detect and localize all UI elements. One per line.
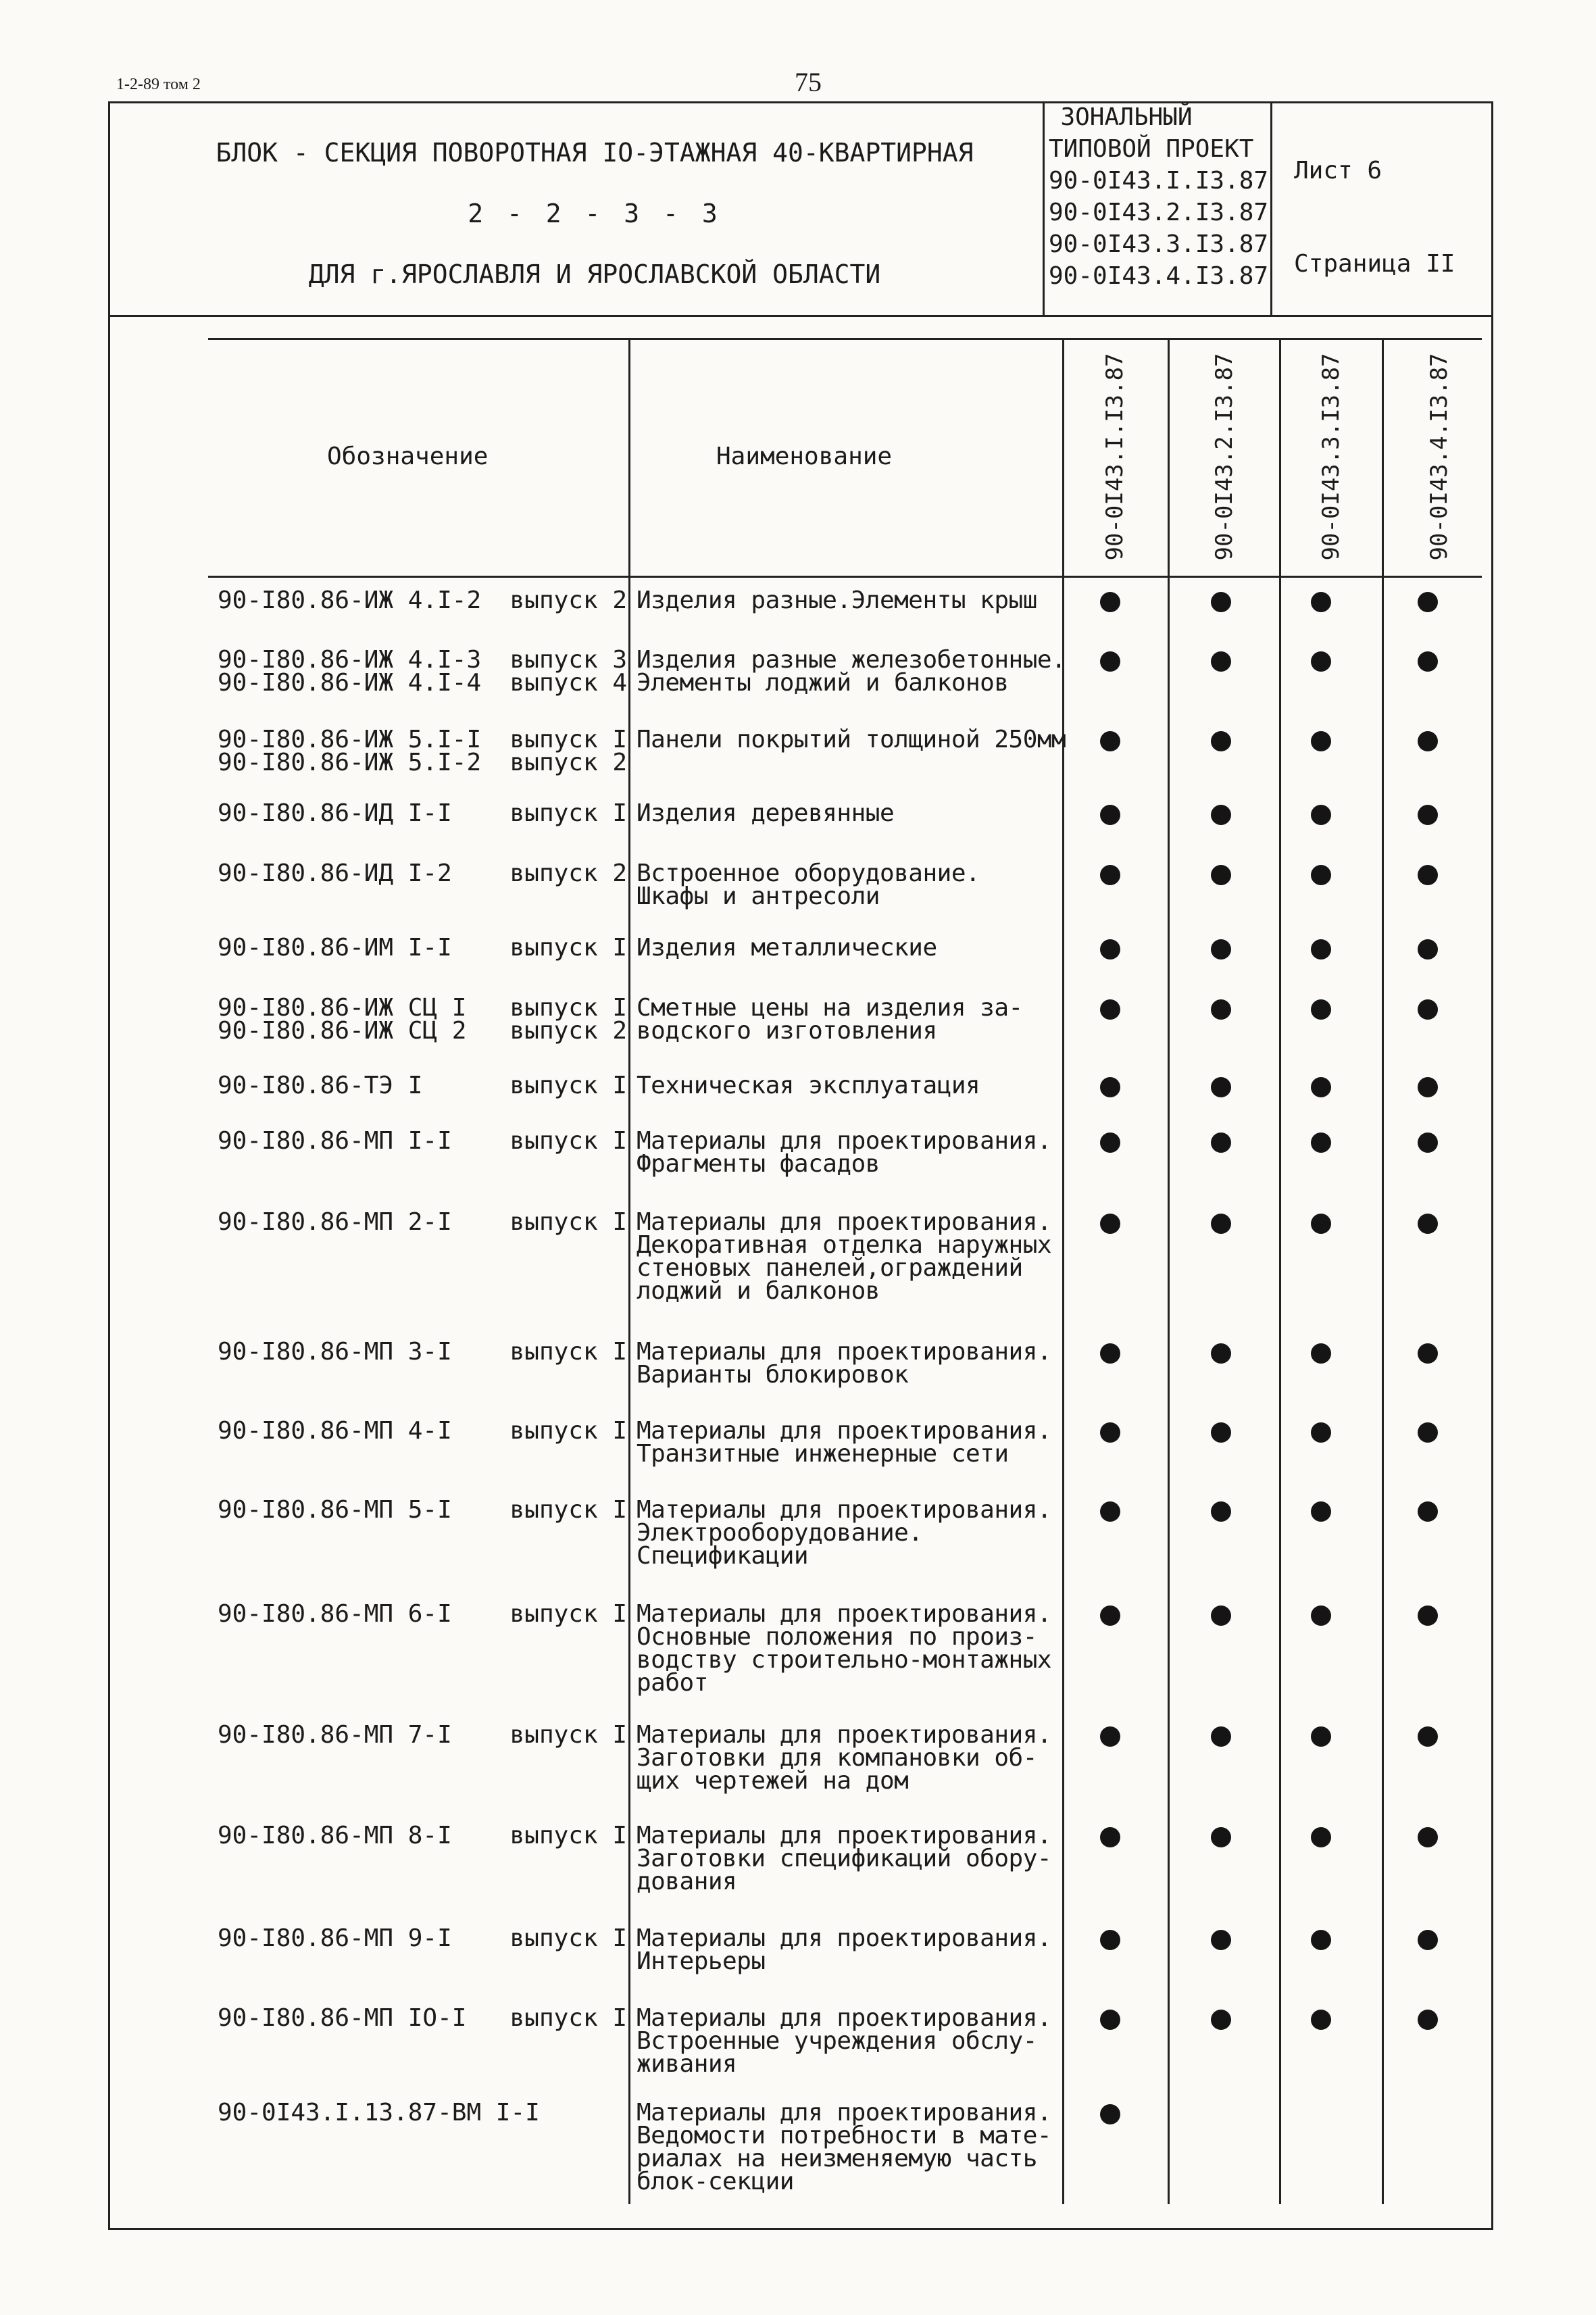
title-line-2: 2 - 2 - 3 - 3 (468, 199, 722, 228)
row-name (637, 1600, 1062, 1697)
name-line: Техническая эксплуатация (637, 1072, 980, 1099)
designation-line: 90-I80.86-МП I-I (218, 1127, 452, 1155)
column-header-name: Наименование (716, 443, 893, 470)
issue-line: выпуск 2 (509, 1017, 627, 1045)
applicability-dot-icon (1418, 731, 1438, 751)
designation-line: 90-I80.86-ИЖ СЦ 2 (218, 1017, 467, 1045)
applicability-dot-icon (1100, 939, 1120, 960)
applicability-dot-icon (1100, 999, 1120, 1020)
issue-line: выпуск I (509, 1924, 627, 1952)
name-line: Основные положения по произ- (637, 1623, 1037, 1651)
row-designation (218, 2101, 540, 2124)
project-code-1: 90-0I43.I.I3.87 (1049, 167, 1269, 195)
issue-line: выпуск I (509, 994, 627, 1022)
row-designation (218, 862, 452, 885)
row-name (637, 1824, 1062, 1893)
row-designation (218, 1600, 452, 1628)
name-line: стеновых панелей,ограждений (637, 1254, 1023, 1282)
issue-line: выпуск I (509, 1127, 627, 1155)
applicability-dot-icon (1418, 865, 1438, 885)
row-designation (218, 589, 481, 612)
row-name (637, 1127, 1062, 1178)
column-divider-2 (1168, 338, 1170, 2204)
row-name (637, 1417, 1062, 1468)
applicability-dot-icon (1100, 1726, 1120, 1747)
sheet-label: Лист 6 (1294, 157, 1382, 184)
row-name (637, 589, 1062, 612)
column-header-project-3: 90-0I43.3.I3.87 (1318, 353, 1345, 561)
applicability-dot-icon (1311, 999, 1331, 1020)
row-name (637, 1924, 1062, 1975)
name-line: Транзитные инженерные сети (637, 1440, 1009, 1468)
designation-line: 90-I80.86-МП 7-I (218, 1721, 452, 1749)
applicability-dot-icon (1311, 2010, 1331, 2030)
row-issue (508, 589, 627, 612)
issue-line: выпуск 4 (509, 669, 627, 697)
applicability-dot-icon (1311, 1214, 1331, 1234)
applicability-dot-icon (1311, 1077, 1331, 1097)
issue-line: выпуск 3 (509, 646, 627, 674)
applicability-dot-icon (1100, 805, 1120, 825)
applicability-dot-icon (1211, 865, 1231, 885)
issue-line: выпуск I (509, 1072, 627, 1099)
title-line-1: БЛОК - СЕКЦИЯ ПОВОРОТНАЯ IO-ЭТАЖНАЯ 40-КВАРТИРНАЯ (216, 138, 974, 168)
row-name (637, 799, 1062, 827)
project-code-3: 90-0I43.3.I3.87 (1049, 230, 1269, 258)
applicability-dot-icon (1211, 731, 1231, 751)
applicability-dot-icon (1211, 1343, 1231, 1364)
name-line: Встроенное оборудование. (637, 860, 980, 887)
applicability-dot-icon (1418, 2010, 1438, 2030)
row-issue (508, 862, 627, 885)
title-line-3: ДЛЯ г.ЯРОСЛАВЛЯ И ЯРОСЛАВСКОЙ ОБЛАСТИ (308, 259, 881, 289)
row-issue (508, 646, 627, 697)
row-issue (508, 1824, 627, 1847)
applicability-dot-icon (1100, 1605, 1120, 1626)
applicability-dot-icon (1211, 939, 1231, 960)
applicability-dot-icon (1418, 999, 1438, 1020)
header-divider-v1 (1043, 101, 1045, 316)
applicability-dot-icon (1211, 805, 1231, 825)
applicability-dot-icon (1418, 1132, 1438, 1153)
name-line: блок-секции (637, 2168, 794, 2195)
name-line: Материалы для проектирования. (637, 1208, 1052, 1236)
applicability-dot-icon (1311, 1501, 1331, 1522)
row-name (637, 2101, 1062, 2193)
issue-line: выпуск 2 (509, 749, 627, 776)
row-designation (218, 1127, 452, 1155)
name-line: лоджий и балконов (637, 1277, 880, 1305)
issue-line: выпуск I (509, 1822, 627, 1849)
applicability-dot-icon (1211, 999, 1231, 1020)
column-divider-name (628, 338, 630, 2204)
name-line: Изделия разные.Элементы крыш (637, 587, 1037, 614)
designation-line: 90-I80.86-ИЖ 4.I-2 (218, 587, 482, 614)
row-designation (218, 1417, 452, 1445)
applicability-dot-icon (1418, 1726, 1438, 1747)
name-line: Материалы для проектирования. (637, 1417, 1052, 1445)
issue-line: выпуск I (509, 1721, 627, 1749)
applicability-dot-icon (1418, 592, 1438, 612)
applicability-dot-icon (1311, 939, 1331, 960)
issue-line: выпуск I (509, 1417, 627, 1445)
issue-line: выпуск I (509, 1600, 627, 1628)
name-line: Электрооборудование. (637, 1519, 923, 1547)
designation-line: 90-I80.86-ИМ I-I (218, 934, 452, 962)
designation-line: 90-I80.86-МП 4-I (218, 1417, 452, 1445)
applicability-dot-icon (1211, 1726, 1231, 1747)
applicability-dot-icon (1418, 939, 1438, 960)
row-name (637, 2004, 1062, 2078)
designation-line: 90-I80.86-ТЭ I (218, 1072, 423, 1099)
name-line: Изделия деревянные (637, 799, 895, 827)
issue-line: выпуск I (509, 1338, 627, 1366)
row-name (637, 1338, 1062, 1389)
issue-line: выпуск I (509, 1208, 627, 1236)
applicability-dot-icon (1211, 2010, 1231, 2030)
designation-line: 90-I80.86-МП 6-I (218, 1600, 452, 1628)
row-issue (508, 934, 627, 962)
designation-line: 90-I80.86-МП 3-I (218, 1338, 452, 1366)
applicability-dot-icon (1211, 1930, 1231, 1950)
name-line: Материалы для проектирования. (637, 1822, 1052, 1849)
row-designation (218, 994, 467, 1045)
name-line: Варианты блокировок (637, 1361, 909, 1389)
row-issue (508, 994, 627, 1045)
column-header-project-1: 90-0I43.I.I3.87 (1101, 353, 1128, 561)
row-issue (508, 1127, 627, 1155)
name-line: Материалы для проектирования. (637, 2004, 1052, 2032)
row-name (637, 1721, 1062, 1795)
applicability-dot-icon (1100, 1214, 1120, 1234)
name-line: Сметные цены на изделия за- (637, 994, 1023, 1022)
designation-line: 90-I80.86-МП IO-I (218, 2004, 467, 2032)
applicability-dot-icon (1211, 1605, 1231, 1626)
designation-line: 90-I80.86-ИЖ СЦ I (218, 994, 467, 1022)
name-line: работ (637, 1669, 708, 1697)
column-divider-1 (1062, 338, 1064, 2204)
applicability-dot-icon (1311, 731, 1331, 751)
name-line: Элементы лоджий и балконов (637, 669, 1009, 697)
applicability-dot-icon (1211, 1422, 1231, 1443)
row-issue (508, 1600, 627, 1628)
applicability-dot-icon (1100, 1501, 1120, 1522)
row-issue (508, 1208, 627, 1236)
issue-line: выпуск I (509, 726, 627, 753)
applicability-dot-icon (1211, 1827, 1231, 1847)
column-divider-3 (1279, 338, 1281, 2204)
name-line: живания (637, 2050, 737, 2078)
designation-line: 90-I80.86-ИЖ 5.I-I (218, 726, 482, 753)
name-line: Материалы для проектирования. (637, 1127, 1052, 1155)
designation-line: 90-I80.86-ИЖ 4.I-3 (218, 646, 482, 674)
designation-line: 90-I80.86-МП 8-I (218, 1822, 452, 1849)
column-divider-4 (1382, 338, 1384, 2204)
column-header-project-2: 90-0I43.2.I3.87 (1211, 353, 1238, 561)
name-line: Ведомости потребности в мате- (637, 2122, 1052, 2149)
name-line: водского изготовления (637, 1017, 937, 1045)
designation-line: 90-I80.86-МП 9-I (218, 1924, 452, 1952)
applicability-dot-icon (1418, 1827, 1438, 1847)
row-issue (508, 1721, 627, 1749)
designation-line: 90-I80.86-ИЖ 5.I-2 (218, 749, 482, 776)
issue-line: выпуск I (509, 2004, 627, 2032)
row-designation (218, 1924, 452, 1952)
row-issue (508, 1338, 627, 1366)
name-line: Материалы для проектирования. (637, 1924, 1052, 1952)
applicability-dot-icon (1211, 592, 1231, 612)
row-name (637, 862, 1062, 908)
issue-line: выпуск I (509, 799, 627, 827)
name-line: Панели покрытий толщиной 250мм (637, 726, 1066, 753)
applicability-dot-icon (1100, 1930, 1120, 1950)
name-line: Заготовки спецификаций обору- (637, 1845, 1052, 1872)
row-designation (218, 1824, 452, 1847)
applicability-dot-icon (1311, 1726, 1331, 1747)
row-issue (508, 799, 627, 827)
applicability-dot-icon (1311, 592, 1331, 612)
applicability-dot-icon (1100, 865, 1120, 885)
row-designation (218, 934, 452, 962)
applicability-dot-icon (1311, 651, 1331, 672)
applicability-dot-icon (1418, 805, 1438, 825)
row-designation (218, 646, 482, 697)
applicability-dot-icon (1100, 2010, 1120, 2030)
applicability-dot-icon (1100, 731, 1120, 751)
name-line: Шкафы и антресоли (637, 882, 880, 910)
row-name (637, 994, 1062, 1045)
applicability-dot-icon (1311, 865, 1331, 885)
name-line: Материалы для проектирования. (637, 1721, 1052, 1749)
name-line: Декоративная отделка наружных (637, 1231, 1052, 1259)
applicability-dot-icon (1100, 1132, 1120, 1153)
name-line: Заготовки для компановки об- (637, 1744, 1037, 1772)
page-number: 75 (795, 67, 822, 97)
name-line: дования (637, 1868, 737, 1895)
row-designation (218, 1338, 452, 1366)
name-line: Материалы для проектирования. (637, 1600, 1052, 1628)
designation-line: 90-I80.86-ИЖ 4.I-4 (218, 669, 482, 697)
row-designation (218, 1208, 452, 1236)
applicability-dot-icon (1211, 1077, 1231, 1097)
row-designation (218, 799, 452, 827)
applicability-dot-icon (1418, 1214, 1438, 1234)
applicability-dot-icon (1100, 1077, 1120, 1097)
row-name (637, 1208, 1062, 1305)
applicability-dot-icon (1100, 592, 1120, 612)
applicability-dot-icon (1100, 1343, 1120, 1364)
applicability-dot-icon (1100, 2104, 1120, 2124)
row-designation (218, 1721, 452, 1749)
name-line: Материалы для проектирования. (637, 1496, 1052, 1524)
project-type-line-1: ЗОНАЛЬНЫЙ (1060, 103, 1193, 131)
name-line: Фрагменты фасадов (637, 1150, 880, 1178)
row-designation (218, 2004, 467, 2032)
issue-line: выпуск 2 (509, 860, 627, 887)
name-line: риалах на неизменяемую часть (637, 2145, 1037, 2172)
designation-line: 90-I80.86-ИД I-2 (218, 860, 452, 887)
row-issue (508, 728, 627, 774)
designation-line: 90-I80.86-МП 2-I (218, 1208, 452, 1236)
applicability-dot-icon (1100, 1422, 1120, 1443)
applicability-dot-icon (1100, 1827, 1120, 1847)
applicability-dot-icon (1311, 1605, 1331, 1626)
row-issue (508, 1417, 627, 1445)
applicability-dot-icon (1211, 651, 1231, 672)
name-line: Изделия разные железобетонные. (637, 646, 1066, 674)
issue-line: выпуск I (509, 1496, 627, 1524)
table-header-rule (208, 576, 1482, 578)
table-top-rule (208, 338, 1482, 340)
column-header-designation: Обозначение (327, 443, 489, 470)
row-issue (508, 2004, 627, 2032)
applicability-dot-icon (1418, 1930, 1438, 1950)
applicability-dot-icon (1311, 1132, 1331, 1153)
designation-line: 90-0I43.I.13.87-ВМ I-I (218, 2099, 540, 2126)
issue-line: выпуск 2 (509, 587, 627, 614)
row-issue (508, 1074, 627, 1097)
document-reference: 1-2-89 том 2 (116, 76, 201, 93)
row-issue (508, 1496, 627, 1524)
applicability-dot-icon (1311, 1930, 1331, 1950)
applicability-dot-icon (1211, 1132, 1231, 1153)
name-line: Материалы для проектирования. (637, 1338, 1052, 1366)
document-title (162, 135, 1027, 292)
project-code-2: 90-0I43.2.I3.87 (1049, 199, 1269, 226)
row-issue (508, 1924, 627, 1952)
row-name (637, 646, 1066, 697)
applicability-dot-icon (1311, 1422, 1331, 1443)
page-ref-label: Страница II (1294, 250, 1455, 278)
applicability-dot-icon (1418, 1501, 1438, 1522)
name-line: Спецификации (637, 1542, 809, 1570)
column-header-project-4: 90-0I43.4.I3.87 (1426, 353, 1453, 561)
applicability-dot-icon (1311, 805, 1331, 825)
applicability-dot-icon (1211, 1214, 1231, 1234)
applicability-dot-icon (1418, 1343, 1438, 1364)
applicability-dot-icon (1418, 1422, 1438, 1443)
applicability-dot-icon (1418, 1605, 1438, 1626)
applicability-dot-icon (1311, 1827, 1331, 1847)
issue-line: выпуск I (509, 934, 627, 962)
applicability-dot-icon (1418, 651, 1438, 672)
row-name (637, 726, 1066, 753)
designation-line: 90-I80.86-ИД I-I (218, 799, 452, 827)
project-code-4: 90-0I43.4.I3.87 (1049, 262, 1269, 290)
name-line: Изделия металлические (637, 934, 937, 962)
row-name (637, 1074, 1062, 1097)
row-name (637, 934, 1062, 962)
name-line: Встроенные учреждения обслу- (637, 2027, 1037, 2055)
designation-line: 90-I80.86-МП 5-I (218, 1496, 452, 1524)
applicability-dot-icon (1311, 1343, 1331, 1364)
name-line: водству строительно-монтажных (637, 1646, 1052, 1674)
applicability-dot-icon (1100, 651, 1120, 672)
name-line: щих чертежей на дом (637, 1767, 909, 1795)
project-block (1049, 101, 1272, 292)
header-divider (108, 315, 1493, 317)
row-name (637, 1496, 1062, 1570)
name-line: Интерьеры (637, 1947, 766, 1975)
name-line: Материалы для проектирования. (637, 2099, 1052, 2126)
row-designation (218, 1496, 452, 1524)
applicability-dot-icon (1418, 1077, 1438, 1097)
row-designation (218, 1074, 422, 1097)
project-type-line-2: ТИПОВОЙ ПРОЕКТ (1049, 135, 1254, 163)
row-designation (218, 728, 481, 774)
applicability-dot-icon (1211, 1501, 1231, 1522)
